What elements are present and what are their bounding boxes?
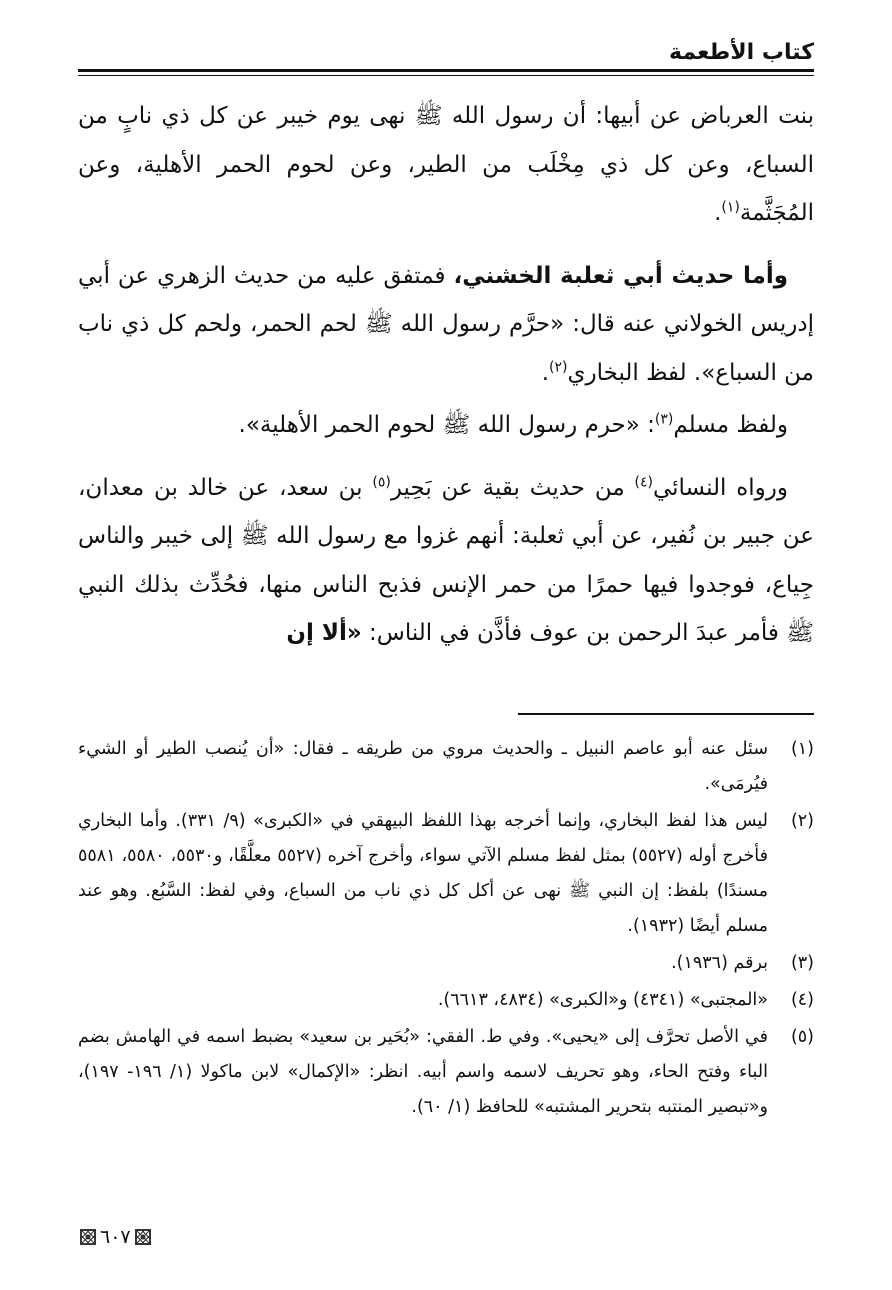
paragraph-4-start: ورواه النسائي <box>652 474 788 501</box>
footnote-text: برقم (١٩٣٦). <box>671 953 768 973</box>
footnote-text: ليس هذا لفظ البخاري، وإنما أخرجه بهذا اللفظ البيهقي في «الكبرى» (٩/ ٣٣١). وأما البخاري فأخرج أوله (٥٥٢٧) بمثل لفظ مسلم الآتي سواء، وأخرج آخره (٥٥٢٧ معلَّقًا، و٥٥٣٠، ٥٥٨٠، ٥٥٨١ مسندًا) بلفظ: إن النبي ﷺ نهى عن أكل كل ذي ناب من السباع، وفي لفظ: السَّبُع. وهو عند مسلم أيضًا (١٩٣٢). <box>78 811 768 936</box>
footnote <box>78 946 814 981</box>
paragraph-3-text: : «حرم رسول الله ﷺ لحوم الحمر الأهلية». <box>238 412 655 438</box>
footnote-text: سئل عنه أبو عاصم النبيل ـ والحديث مروي من طريقه ـ فقال: «أن يُنصب الطير أو الشيء فيُرمَى». <box>78 739 768 794</box>
running-header-title: كتاب الأطعمة <box>669 40 814 65</box>
paragraph-2-bold: وأما حديث أبي ثعلبة الخشني، <box>453 262 789 289</box>
header-rule-thin <box>78 75 814 76</box>
footnote-ref-3: (٣) <box>654 411 674 428</box>
paragraph-3 <box>78 401 814 450</box>
paragraph-2-text: فمتفق عليه من حديث الزهري عن أبي إدريس الخولاني عنه قال: «حرَّم رسول الله ﷺ لحم الحمر، ولحم كل ذي ناب من السباع». لفظ البخاري <box>78 262 814 386</box>
paragraph-2-end: . <box>541 359 550 386</box>
footnote-number: (٤) <box>790 990 814 1010</box>
paragraph-1 <box>78 92 814 238</box>
page-number-block <box>80 1226 151 1248</box>
footnote-separator <box>518 713 814 715</box>
paragraph-2 <box>78 252 814 398</box>
footnote-ref-2: (٢) <box>549 358 568 375</box>
paragraph-3-start: ولفظ مسلم <box>673 412 788 438</box>
paragraph-4 <box>78 464 814 658</box>
paragraph-1-text: بنت العرباض عن أبيها: أن رسول الله ﷺ نهى يوم خيبر عن كل ذي نابٍ من السباع، وعن كل ذي مِخْلَب من الطير، وعن لحوم الحمر الأهلية، وعن المُجَثَّمة <box>78 103 814 226</box>
footnote <box>78 1020 814 1125</box>
page-number: ٦٠٧ <box>100 1226 131 1248</box>
header-rule-thick <box>78 69 814 72</box>
paragraph-4-text: بن سعد، عن خالد بن معدان، عن جبير بن نُفير، عن أبي ثعلبة: أنهم غزوا مع رسول الله ﷺ إلى خيبر والناس جِياع، فوجدوا فيها حمرًا من حمر الإنس فذبح الناس منها، فحُدِّث بذلك النبي ﷺ فأمر عبدَ الرحمن بن عوف فأذَّن في الناس: <box>78 474 814 646</box>
main-text <box>78 92 814 658</box>
ornament-icon <box>80 1229 96 1245</box>
footnote-text: «المجتبى» (٤٣٤١) و«الكبرى» (٤٨٣٤، ٦٦١٣). <box>437 990 768 1010</box>
footnote-number: (٣) <box>790 953 814 973</box>
footnote <box>78 804 814 944</box>
footnote <box>78 983 814 1018</box>
paragraph-4-mid: من حديث بقية عن بَحِير <box>390 474 635 501</box>
footnotes <box>78 732 814 1127</box>
footnote-number: (٢) <box>790 811 814 831</box>
ornament-icon <box>135 1229 151 1245</box>
paragraph-4-bold: «ألا إن <box>286 620 362 646</box>
footnote-number: (٥) <box>790 1027 814 1047</box>
footnote-text: في الأصل تحرَّف إلى «يحيى». وفي ط. الفقي: «بُحَير بن سعيد» بضبط اسمه في الهامش بضم الباء وفتح الحاء، وهو تحريف لاسمه واسم أبيه. انظر: «الإكمال» لابن ماكولا (١/ ١٩٦- ١٩٧)، و«تبصير المنتبه بتحرير المشتبه» للحافظ (١/ ٦٠). <box>78 1027 768 1117</box>
footnote-number: (١) <box>790 739 814 759</box>
paragraph-1-end: . <box>714 200 722 226</box>
footnote <box>78 732 814 802</box>
footnote-ref-1: (١) <box>721 199 740 216</box>
footnote-ref-4: (٤) <box>634 473 653 490</box>
footnote-ref-5: (٥) <box>372 473 391 490</box>
